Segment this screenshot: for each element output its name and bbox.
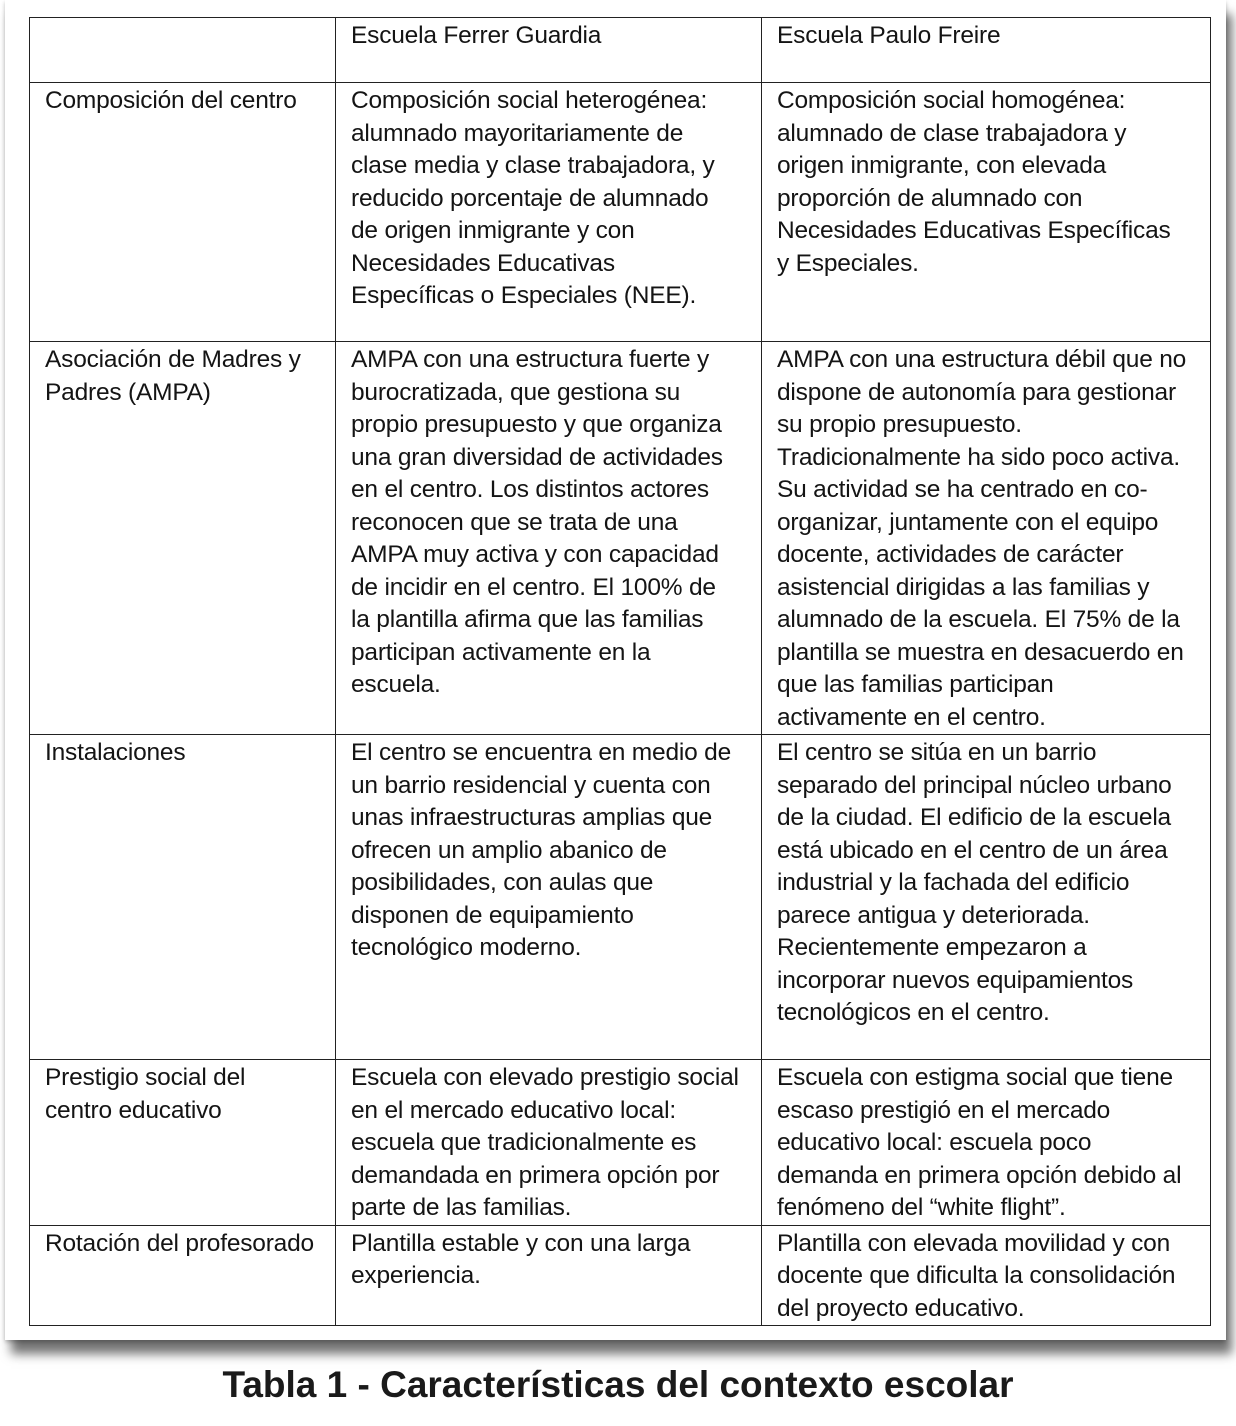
cell-freire-prestigio: Escuela con estigma social que tiene escaso prestigió en el mercado educativo local: escuela poco demanda en primera opción debido al fenómeno del “white flight”. [762, 1060, 1211, 1226]
cell-freire-rotacion: Plantilla con elevada movilidad y con docente que dificulta la consolidación del proyecto educativo. [762, 1225, 1211, 1326]
table-caption: Tabla 1 - Características del contexto escolar [222, 1364, 1014, 1405]
cell-freire-ampa: AMPA con una estructura débil que no dispone de autonomía para gestionar su propio presupuesto. Tradicionalmente ha sido poco activa. Su actividad se ha centrado en co- organizar, juntamente con el equipo docente, actividades de carácter asistencial dirigidas a las familias y alumnado de la escuela. El 75% de la plantilla se muestra en desacuerdo en que las familias participan activamente en el centro. [762, 342, 1211, 735]
cell-ferrer-ampa: AMPA con una estructura fuerte y burocratizada, que gestiona su propio presupuesto y que organiza una gran diversidad de actividades en el centro. Los distintos actores reconocen que se trata de una AMPA muy activa y con capacidad de incidir en el centro. El 100% de la plantilla afirma que las familias participan activamente en la escuela. [336, 342, 762, 735]
table-row-instalaciones [30, 735, 1211, 1060]
cell-ferrer-instalaciones: El centro se encuentra en medio de un barrio residencial y cuenta con unas infraestructuras amplias que ofrecen un amplio abanico de posibilidades, con aulas que disponen de equipamiento tecnológico moderno. [336, 735, 762, 1060]
table-row-prestigio [30, 1060, 1211, 1226]
cell-ferrer-rotacion: Plantilla estable y con una larga experiencia. [336, 1225, 762, 1326]
header-empty-cell [30, 18, 336, 83]
cell-freire-composicion: Composición social homogénea: alumnado de clase trabajadora y origen inmigrante, con elevada proporción de alumnado con Necesidades Educativas Específicas y Especiales. [762, 83, 1211, 342]
cell-freire-instalaciones: El centro se sitúa en un barrio separado del principal núcleo urbano de la ciudad. El edificio de la escuela está ubicado en el centro de un área industrial y la fachada del edificio parece antigua y deteriorada. Recientemente empezaron a incorporar nuevos equipamientos tecnológicos en el centro. [762, 735, 1211, 1060]
header-ferrer-guardia: Escuela Ferrer Guardia [336, 18, 762, 83]
table-row-ampa [30, 342, 1211, 735]
cell-ferrer-composicion: Composición social heterogénea: alumnado mayoritariamente de clase media y clase trabajadora, y reducido porcentaje de alumnado de origen inmigrante y con Necesidades Educativas Específicas o Especiales (NEE). [336, 83, 762, 342]
header-paulo-freire: Escuela Paulo Freire [762, 18, 1211, 83]
cell-ferrer-prestigio: Escuela con elevado prestigio social en el mercado educativo local: escuela que tradicionalmente es demandada en primera opción por parte de las familias. [336, 1060, 762, 1226]
row-label-ampa: Asociación de Madres y Padres (AMPA) [30, 342, 336, 735]
row-label-composicion: Composición del centro [30, 83, 336, 342]
row-label-prestigio: Prestigio social del centro educativo [30, 1060, 336, 1226]
context-table [29, 17, 1211, 1326]
row-label-instalaciones: Instalaciones [30, 735, 336, 1060]
table-row-rotacion [30, 1225, 1211, 1326]
table-paper [5, 0, 1226, 1340]
row-label-rotacion: Rotación del profesorado [30, 1225, 336, 1326]
table-row-composicion [30, 83, 1211, 342]
table-header-row [30, 18, 1211, 83]
